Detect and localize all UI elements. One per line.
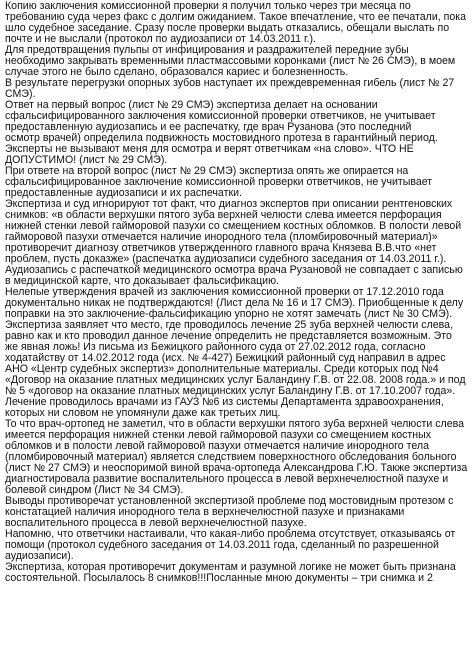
text-line: ходатайству от 14.02.2012 года (исх. № 4-427) Бежицкий районный суд направил в адрес: [5, 353, 446, 364]
text-line: Для предотвращения пульпы от инфицирования и раздражителей передние зубы: [5, 45, 409, 56]
text-line: аудиозаписи).: [5, 551, 74, 562]
text-line: «Договор на оказание платных медицинских услуг Баландину Г.В. от 22.08. 2008 года.» и под: [5, 375, 466, 386]
text-line: Экспертиза и суд игнорируют тот факт, что диагноз экспертов при описании рентгеновских: [5, 199, 453, 210]
text-line: же явная ложь! Из письма из Бежицкого районного суда от 27.02.2012 года, согласно: [5, 342, 426, 353]
text-line: необходимо закрывать временными пластмассовыми коронками (лист № 26 СМЭ), в моем: [5, 56, 456, 67]
text-line: нижней стенки левой гайморовой пазухи со смещением костных обломков. В полости левой: [5, 221, 462, 232]
text-line: Аудиозапись с распечаткой медицинского осмотра врача Рузановой не совпадает с записью: [5, 265, 463, 276]
text-line: Эксперты не вызывают меня для осмотра и верят ответчикам «на слово». ЧТО НЕ: [5, 144, 414, 155]
text-line: (пломбировочный материал) является следствием поверхностного обследования больного: [5, 452, 457, 463]
text-line: При ответе на второй вопрос (лист № 29 СМЭ) экспертиза опять же опирается на: [5, 166, 409, 177]
text-line: проблем, пусть доказже» (распечатка аудиозаписи судебного заседания от 14.03.2011 г.).: [5, 254, 447, 265]
text-line: в медицинской карте, что доказывает фальсификацию.: [5, 276, 279, 287]
text-line: АНО «Центр судебных экспертиз» дополнительные материалы. Среди которых под №4: [5, 364, 439, 375]
text-line: гайморовой пазухи отмечается наличие инородного тела (пломбировочный материал)»: [5, 232, 438, 243]
text-line: равно как и кто проводил данное лечение определить не представляется возможным. Это: [5, 331, 452, 342]
text-line: осмотр врачей) определила подвижность мостовидного протеза в гарантийный период.: [5, 133, 438, 144]
text-line: помощи (протокол судебного заседания от 14.03.2011 года, сделанный по разрешенной: [5, 540, 439, 551]
text-line: констатацией наличия инородного тела в верхнечелюстной пазухе и признаками: [5, 507, 405, 518]
text-line: (лист № 27 СМЭ) и неоспоримой виной врача-ортопеда Александрова Г.Ю. Также экспертиза: [5, 463, 468, 474]
text-line: Копию заключения комиссионной проверки я получил только через три месяца по: [5, 1, 411, 12]
text-line: Экспертиза, которая противоречит документам и разумной логике не может быть признана: [5, 562, 456, 573]
text-line: состоятельной. Посылалось 8 снимков!!!Посланные мною документы – три снимка и 2: [5, 573, 433, 584]
text-line: болевой синдром (Лист № 34 СМЭ).: [5, 485, 184, 496]
text-line: шло судебное заседание. Сразу после проверки выдать отказались, обещали выслать по: [5, 23, 450, 34]
text-line: СМЭ).: [5, 89, 36, 100]
text-line: Экспертиза заявляет что место, где проводилось лечение 25 зуба верхней челюсти слева,: [5, 320, 454, 331]
text-line: ДОПУСТИМО! (лист № 29 СМЭ).: [5, 155, 168, 166]
text-line: То что врач-ортопед не заметил, что в области верхушки пятого зуба верхней челюсти слева: [5, 419, 464, 430]
text-line: обломков и в полости левой гайморовой пазухи отмечается наличие инородного тела: [5, 441, 429, 452]
text-line: поправки на это заключение-фальсификацию упорно не хотят замечать (лист № 30 СМЭ).: [5, 309, 453, 320]
document-text-body: [5, 1, 470, 584]
text-line: № 5 «договор на оказание платных медицинских услуг Баландину Г.В. от 17.10.2007 года».: [5, 386, 456, 397]
text-line: Нелепые утверждения врачей из заключения комиссионной проверки от 17.12.2010 года: [5, 287, 444, 298]
text-line: сфальсифицированного заключения комиссионной проверки ответчиков, не учитывает: [5, 111, 436, 122]
text-line: требованию суда через факс с долгим ожиданием. Такое впечатление, что ее печатали, пока: [5, 12, 467, 23]
text-line: которых ни словом не упомянули даже как третьих лиц.: [5, 408, 281, 419]
text-line: случае этого не было сделано, образовался кариес и болезненность.: [5, 67, 349, 78]
text-line: предоставленные аудиозаписи и их распечатки.: [5, 188, 242, 199]
text-line: Ответ на первый вопрос (лист № 29 СМЭ) экспертиза делает на основании: [5, 100, 378, 111]
text-line: сфальсифицированное заключение комиссионной проверки ответчиков, не учитывает: [5, 177, 433, 188]
text-line: Напомню, что ответчики настаивали, что какая-либо проблема отсутствует, отказываясь от: [5, 529, 456, 540]
text-line: почте и не выслали (протокол по аудиозаписи от 14.03.2011 г.).: [5, 34, 316, 45]
text-line: снимков: «в области верхушки пятого зуба верхней челюсти слева имеется перфорация: [5, 210, 442, 221]
text-line: документально никак не подтверждаются! (Лист дела № 16 и 17 СМЭ). Приобщенные к делу: [5, 298, 464, 309]
text-line: диагностировала развитие воспалительного процесса в левой верхнечелюстной пазухе и: [5, 474, 449, 485]
text-line: имеется перфорация нижней стенки левой гайморовой пазухи со смещением костных: [5, 430, 431, 441]
text-line: предоставленную аудиозапись и ее распечатку, где врач Рузанова (это последний: [5, 122, 412, 133]
text-line: противоречит диагнозу ответчиков утвержденного главного врача Князева В.В.что «нет: [5, 243, 437, 254]
text-line: Выводы противоречат установленной экспертизой проблеме под мостовидным протезом с: [5, 496, 454, 507]
text-line: воспалительного процесса в левой верхнечелюстной пазухе.: [5, 518, 307, 529]
text-line: В результате перегрузки опорных зубов наступает их преждевременная гибель (лист № 27: [5, 78, 455, 89]
text-line: Лечение проводилось врачами из ГАУЗ №6 из системы Департамента здравоохранения,: [5, 397, 444, 408]
